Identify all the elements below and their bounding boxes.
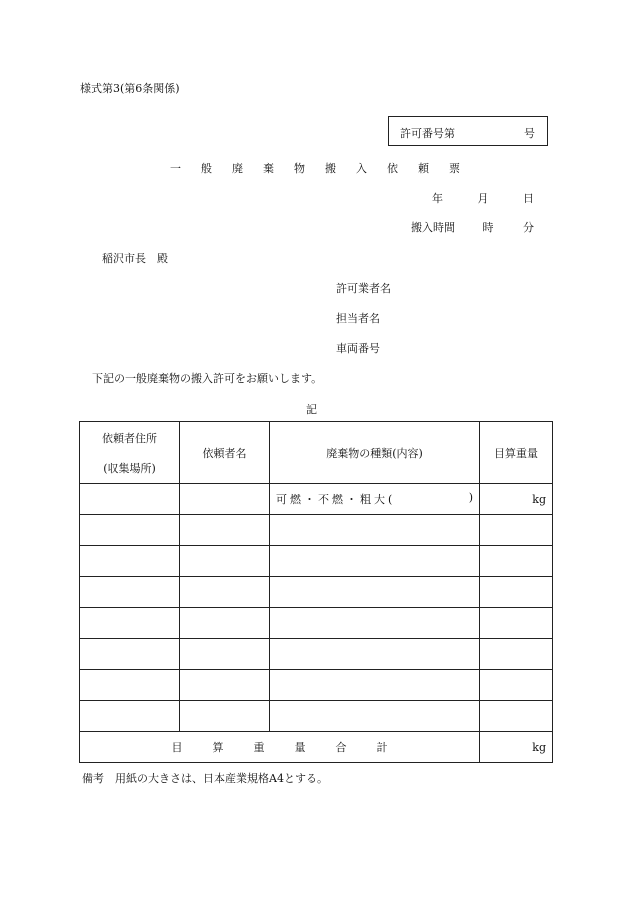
weight-cell[interactable] [480, 701, 553, 732]
contact-person-label: 担当者名 [336, 312, 380, 325]
table-row [80, 484, 553, 515]
address-cell[interactable] [80, 670, 180, 701]
waste-type-options: 可燃・不燃・粗大( [276, 493, 396, 506]
time-line [411, 219, 534, 235]
header-weight: 目算重量 [480, 422, 553, 484]
total-label-char: 算 [212, 741, 224, 754]
title-char: 入 [356, 162, 367, 175]
total-label-char: 合 [335, 741, 347, 754]
total-label-char: 量 [294, 741, 306, 754]
weight-cell[interactable] [480, 639, 553, 670]
name-cell[interactable] [180, 484, 270, 515]
name-cell[interactable] [180, 701, 270, 732]
address-cell[interactable] [80, 608, 180, 639]
waste-type-cell[interactable] [270, 577, 480, 608]
name-cell[interactable] [180, 577, 270, 608]
waste-type-cell[interactable] [270, 701, 480, 732]
total-label-char: 目 [171, 741, 183, 754]
request-table [79, 421, 553, 763]
waste-type-cell[interactable] [270, 546, 480, 577]
table-row [80, 639, 553, 670]
waste-type-cell[interactable] [270, 608, 480, 639]
vendor-name-label: 許可業者名 [336, 282, 391, 295]
form-number-label: 様式第3(第6条関係) [80, 82, 180, 95]
request-text: 下記の一般廃棄物の搬入許可をお願いします。 [92, 372, 323, 385]
address-cell[interactable] [80, 639, 180, 670]
title-char: 一 [170, 162, 181, 175]
title-char: 廃 [232, 162, 243, 175]
table-total-row [80, 732, 553, 763]
header-waste-type: 廃棄物の種類(内容) [270, 422, 480, 484]
vehicle-number-label: 車両番号 [336, 342, 380, 355]
header-address-line1: 依頼者住所 [102, 431, 157, 445]
name-cell[interactable] [180, 546, 270, 577]
footnote: 備考 用紙の大きさは、日本産業規格A4とする。 [82, 772, 328, 785]
weight-cell[interactable] [480, 515, 553, 546]
waste-type-cell[interactable] [270, 515, 480, 546]
address-cell[interactable] [80, 484, 180, 515]
address-cell[interactable] [80, 546, 180, 577]
title-char: 棄 [263, 162, 274, 175]
table-row [80, 608, 553, 639]
table-row [80, 701, 553, 732]
header-address [80, 422, 180, 484]
table-header-row [80, 422, 553, 484]
weight-unit: kg [532, 492, 546, 506]
permit-number-box [388, 116, 548, 146]
address-cell[interactable] [80, 577, 180, 608]
day-label: 日 [523, 192, 534, 205]
arrival-time-label: 搬入時間 [411, 221, 455, 234]
weight-cell[interactable] [480, 608, 553, 639]
document-title [0, 160, 630, 176]
table-row [80, 577, 553, 608]
title-char: 物 [294, 162, 305, 175]
name-cell[interactable] [180, 639, 270, 670]
header-name: 依頼者名 [180, 422, 270, 484]
total-label-cell [80, 732, 480, 763]
month-label: 月 [477, 192, 489, 205]
ki-marker: 記 [306, 403, 317, 416]
year-label: 年 [432, 192, 443, 205]
title-char: 票 [449, 162, 460, 175]
total-label-char: 計 [376, 741, 388, 754]
name-cell[interactable] [180, 670, 270, 701]
title-char: 頼 [418, 162, 429, 175]
total-weight-cell[interactable] [480, 732, 553, 763]
waste-type-cell[interactable] [270, 670, 480, 701]
minute-label: 分 [523, 221, 534, 234]
addressee: 稲沢市長 殿 [102, 252, 168, 265]
title-char: 依 [387, 162, 398, 175]
weight-cell[interactable] [480, 484, 553, 515]
total-weight-unit: kg [532, 740, 546, 754]
waste-type-cell[interactable] [270, 639, 480, 670]
weight-cell[interactable] [480, 577, 553, 608]
name-cell[interactable] [180, 515, 270, 546]
title-char: 搬 [325, 162, 336, 175]
date-line [432, 190, 534, 206]
waste-type-cell[interactable] [270, 484, 480, 515]
hour-label: 時 [482, 221, 494, 234]
address-cell[interactable] [80, 701, 180, 732]
permit-number-prefix: 許可番号第 [400, 127, 455, 140]
address-cell[interactable] [80, 515, 180, 546]
permit-number-suffix: 号 [524, 127, 535, 140]
header-address-line2: (収集場所) [103, 461, 156, 475]
table-row [80, 670, 553, 701]
waste-type-close: ) [468, 491, 473, 504]
table-row [80, 515, 553, 546]
name-cell[interactable] [180, 608, 270, 639]
table-row [80, 546, 553, 577]
weight-cell[interactable] [480, 670, 553, 701]
title-char: 般 [201, 162, 212, 175]
weight-cell[interactable] [480, 546, 553, 577]
total-label-char: 重 [253, 741, 265, 754]
